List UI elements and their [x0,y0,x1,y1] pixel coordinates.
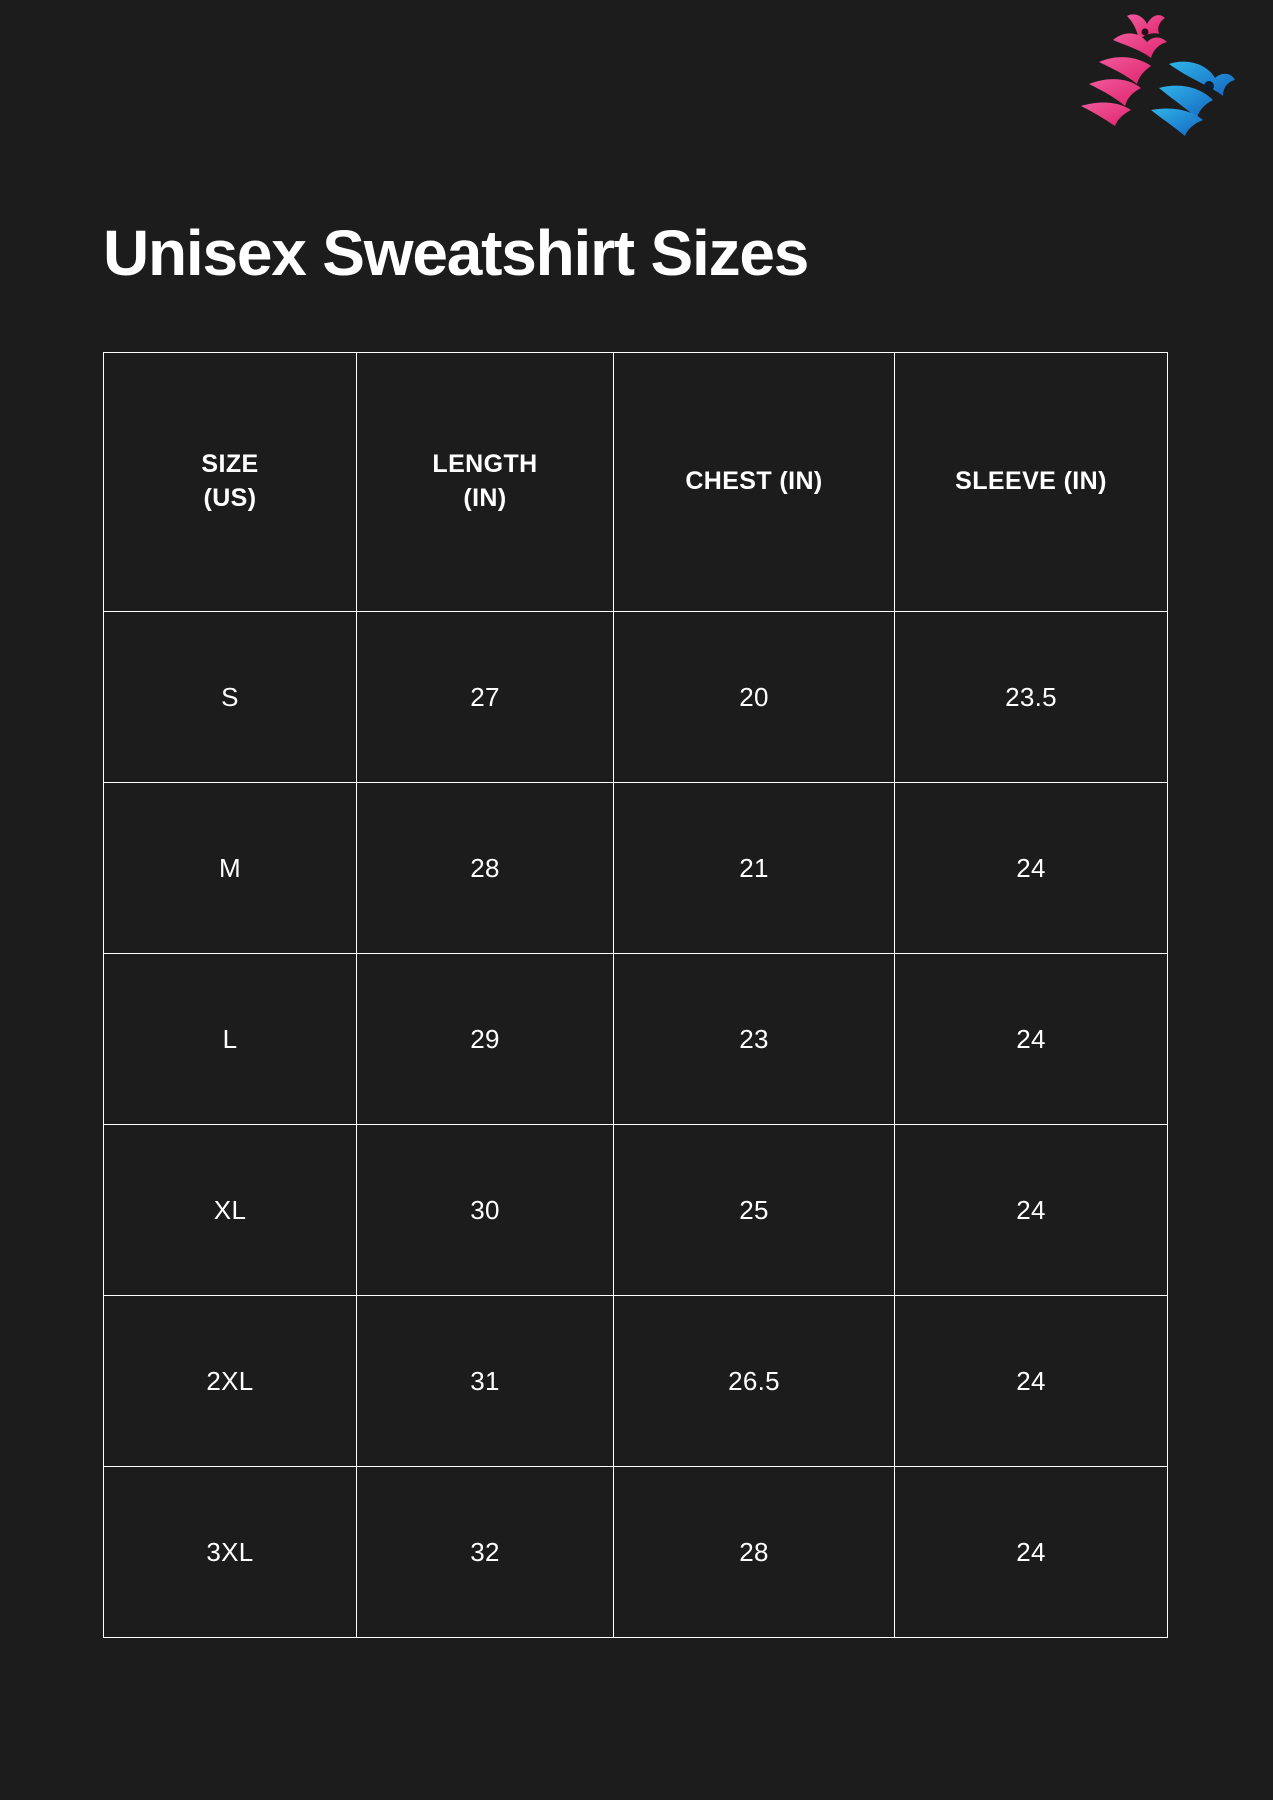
table-row [104,954,1168,1125]
column-header-size-line1: SIZE [201,450,259,479]
cell-length: 28 [357,783,614,954]
dragon-crest-logo [1041,10,1241,150]
cell-chest: 26.5 [614,1296,895,1467]
cell-length: 32 [357,1467,614,1638]
cell-length: 31 [357,1296,614,1467]
table-header-row [104,353,1168,612]
table-row [104,1296,1168,1467]
table-row [104,783,1168,954]
cell-length: 30 [357,1125,614,1296]
cell-sleeve: 24 [895,1296,1168,1467]
cell-sleeve: 24 [895,954,1168,1125]
column-header-length [357,353,614,612]
column-header-chest-line1: CHEST (IN) [685,467,823,496]
cell-sleeve: 24 [895,1467,1168,1638]
cell-chest: 25 [614,1125,895,1296]
cell-size: 2XL [104,1296,357,1467]
cell-chest: 28 [614,1467,895,1638]
table-row [104,1467,1168,1638]
column-header-size-line2: (US) [203,484,257,512]
table-header [104,353,1168,612]
cell-size: M [104,783,357,954]
cell-chest: 23 [614,954,895,1125]
cell-length: 27 [357,612,614,783]
column-header-size [104,353,357,612]
cell-size: 3XL [104,1467,357,1638]
cell-chest: 21 [614,783,895,954]
page-title: Unisex Sweatshirt Sizes [103,217,809,289]
size-chart-table [103,352,1168,1638]
cell-chest: 20 [614,612,895,783]
table-body [104,612,1168,1638]
column-header-length-line1: LENGTH [432,450,538,479]
table-row [104,612,1168,783]
column-header-chest [614,353,895,612]
cell-size: L [104,954,357,1125]
cell-sleeve: 23.5 [895,612,1168,783]
column-header-length-line2: (IN) [463,484,507,512]
cell-length: 29 [357,954,614,1125]
cell-size: S [104,612,357,783]
cell-sleeve: 24 [895,1125,1168,1296]
cell-sleeve: 24 [895,783,1168,954]
cell-size: XL [104,1125,357,1296]
column-header-sleeve-line1: SLEEVE (IN) [955,467,1107,496]
table-row [104,1125,1168,1296]
column-header-sleeve [895,353,1168,612]
